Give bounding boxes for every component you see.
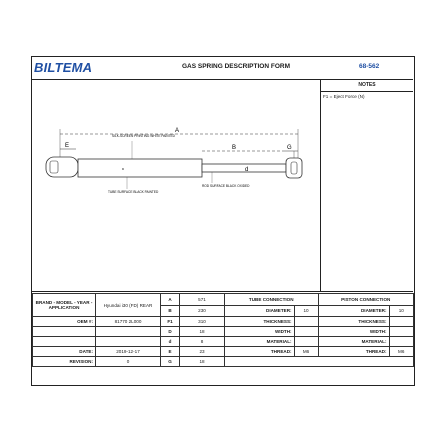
date-value: 2019-12-17 — [96, 347, 161, 357]
tube-value: M6 — [294, 347, 318, 357]
piston-key: WIDTH: — [318, 327, 389, 337]
piston-value: 10 — [389, 305, 414, 317]
dim-value: 18 — [180, 357, 225, 367]
tube-title: TUBE CONNECTION — [225, 294, 319, 306]
tube-value — [294, 327, 318, 337]
spec-table — [32, 293, 414, 367]
notes-panel — [321, 79, 413, 292]
notes-title: NOTES — [321, 79, 413, 92]
rod-note: ROD SURFACE BLACK OXIDED — [202, 184, 250, 188]
dim-value: 18 — [180, 327, 225, 337]
piston-value: M6 — [389, 347, 414, 357]
piston-value — [389, 317, 414, 327]
gas-spring-drawing — [32, 79, 321, 292]
dim-label-E: E — [65, 143, 70, 149]
form-frame — [31, 56, 415, 386]
biltema-logo: BILTEMA — [34, 60, 93, 75]
silk-note: SILK-SCREEN PRINTING WHITE PAINTED — [112, 134, 175, 138]
piston-key: THICKNESS: — [318, 317, 389, 327]
tube-key: MATERIAL: — [225, 337, 295, 347]
oem-value: 81770 2L000 — [96, 317, 161, 327]
form-title: GAS SPRING DESCRIPTION FORM — [182, 63, 290, 70]
tube-key: THICKNESS: — [225, 317, 295, 327]
dim-label-G: G — [287, 145, 292, 151]
date-label: DATE: — [33, 347, 96, 357]
dim-label-B: B — [232, 145, 237, 151]
revision-label: REVISION: — [33, 357, 96, 367]
notes-text: F1 = Eject Force (N) — [323, 94, 365, 99]
piston-value — [389, 327, 414, 337]
tube-key: THREAD: — [225, 347, 295, 357]
tube-marking: D — [122, 167, 125, 171]
dim-label-A: A — [175, 128, 180, 134]
tube-note: TUBE SURFACE BLACK PAINTED — [108, 190, 159, 194]
piston-key: THREAD: — [318, 347, 389, 357]
tube-value — [294, 337, 318, 347]
dim-value: 23 — [180, 347, 225, 357]
piston-key: MATERIAL: — [318, 337, 389, 347]
revision-value: 0 — [96, 357, 161, 367]
dim-key: G — [161, 357, 180, 367]
dim-value: 310 — [180, 317, 225, 327]
brand-value: Hyundai i30 (FD) REAR — [96, 294, 161, 317]
dim-label-d: d — [245, 167, 249, 173]
piston-key: DIAMETER: — [318, 305, 389, 317]
tube-key: WIDTH: — [225, 327, 295, 337]
dim-value: 571 — [180, 294, 225, 306]
tube-value — [294, 317, 318, 327]
dim-value: 230 — [180, 305, 225, 317]
part-number: 68-562 — [359, 63, 380, 70]
tube-value: 10 — [294, 305, 318, 317]
piston-value — [389, 337, 414, 347]
dim-key: D — [161, 327, 180, 337]
tube-key: DIAMETER: — [225, 305, 295, 317]
dim-key: F1 — [161, 317, 180, 327]
dim-key: A — [161, 294, 180, 306]
piston-title: PISTON CONNECTION — [318, 294, 414, 306]
dim-key: d — [161, 337, 180, 347]
dim-value: 8 — [180, 337, 225, 347]
dim-key: B — [161, 305, 180, 317]
dim-key: E — [161, 347, 180, 357]
form-header — [32, 57, 413, 80]
oem-label: OEM #: — [33, 317, 96, 327]
brand-label: BRAND - MODEL - YEAR - APPLICATION — [33, 294, 96, 317]
